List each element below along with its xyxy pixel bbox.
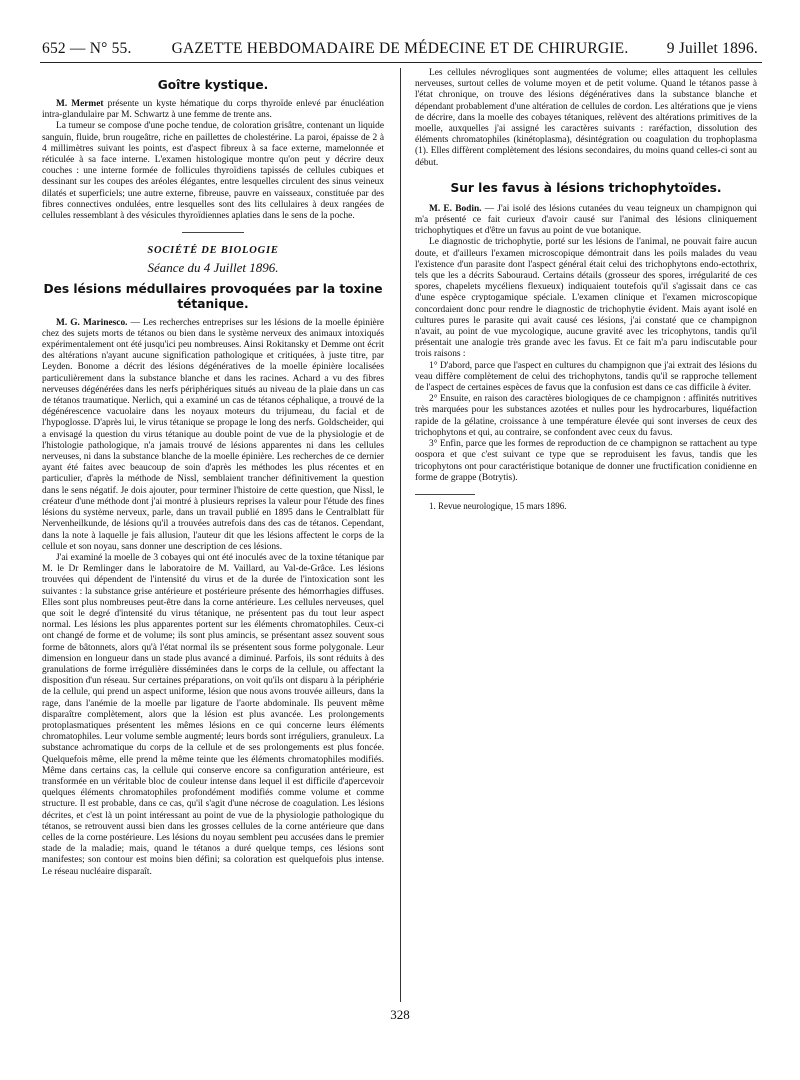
- left-column: [42, 68, 384, 1004]
- page-info: 652 — N° 55.: [42, 40, 132, 57]
- right-column: [415, 68, 757, 1000]
- section-divider: [182, 232, 244, 233]
- article-title-goitre: Goître kystique.: [157, 78, 269, 92]
- paragraph: Le diagnostic de trichophytie, porté sur les lésions de l'animal, ne pouvait faire aucun doute, et d'ailleurs l'examen microscopique démontrait dans les poils malades du veau l'existence d'un parasite dont l'aspect général était celui des trichophytons endo-ectothrix, tels que les a décrits Sabouraud. Certains détails (grosseur des spores, irrégularité de ces spores, chapelets mycéliens flexueux) indiquaient toutefois qu'il s'agissait dans ce cas d'une espèce cryptogamique spéciale. L'examen clinique et l'examen microscopique concordaient donc pour rendre le diagnostic de trichophytie évident. Mais ayant isolé en cultures pures le parasite qui avait causé ces lésions, j'ai constaté que ce champignon n'avait, au point de vue mycologique, aucune gravité avec les tricophytons, tandis qu'il présentait une analogie très grande avec les favus. Et ce fait m'a paru indiscutable pour trois raisons :: [415, 237, 757, 360]
- issue-date: 9 Juillet 1896.: [666, 40, 758, 57]
- reason-item: 2° Ensuite, en raison des caractères biologiques de ce champignon : affinités nutritives très marquées pour les substances azotées et nulles pour les hydrocarbures, liquéfaction rapide de la gélatine, croissance à une température élevée qui sont inverses de ceux des trichophytons et qui, au contraire, se confondent avec ceux du favus.: [415, 394, 757, 438]
- author-name: M. Mermet: [56, 99, 104, 109]
- paragraph: M. E. Bodin. — J'ai isolé des lésions cutanées du veau teigneux un champignon qui m'a présenté ce fait curieux d'avoir causé sur l'animal des lésions cliniquement trichophytiques et d'être un favus au point de vue botanique.: [415, 203, 757, 237]
- paragraph: La tumeur se compose d'une poche tendue, de coloration grisâtre, contenant un liquide sanguin, fluide, brun rougeâtre, riche en paillettes de cholestérine. La paroi, épaisse de 2 à 4 millimètres suivant les points, est d'aspect fibreux à sa face externe, mamelonnée et réticulée à sa face interne. L'examen histologique montre qu'on peut y décrire deux couches : une interne formée de follicules thyroïdiens tapissés de cellules cubiques et dessinant sur les coupes des aréoles élégantes, entre lesquelles circulent des sinus veineux dilatés et superficiels; une autre externe, fibreuse, pauvre en vaisseaux, constituée par des fibres connectives ondulées, entre lesquelles sont des lits cellulaires à deux rangées de cellules ressemblant à des vésicules thyroïdiennes aplaties dans le sens de la poche.: [42, 121, 384, 222]
- page-header: [40, 34, 760, 64]
- footnote: 1. Revue neurologique, 15 mars 1896.: [429, 500, 567, 511]
- header-rule: [40, 62, 762, 63]
- author-name: M. E. Bodin.: [429, 203, 482, 214]
- author-name: M. G. Marinesco.: [56, 317, 128, 328]
- paragraph: Les cellules névrogliques sont augmentées de volume; elles attaquent les cellules nerveuses, surtout celles de volume moyen et de petit volume. Quand le tétanos passe à l'état chronique, on trouve des lésions dégénératives dans la substance blanche et dépendant probablement d'une altération de cellules de cordon. Les altérations que je viens de décrire, dans la moelle des cobayes tétaniques, relèvent des altérations primitives de la moelle, auxquelles j'ai assigné les caractères suivants : raréfaction, dissolution des éléments chromatophiles (kinétoplasma), désintégration ou coagulation du trophoplasma (1). Elles diffèrent complètement des lésions secondaires, du moins quand celles-ci sont au début.: [415, 68, 757, 168]
- article-title-favus: Sur les favus à lésions trichophytoïdes.: [450, 180, 722, 195]
- footnote-rule: [415, 494, 475, 495]
- paragraph: M. G. Marinesco. — Les recherches entreprises sur les lésions de la moelle épinière chez des sujets morts de tétanos ou bien dans le système nerveux des animaux intoxiqués expérimentalement ont été jusqu'ici peu nombreuses. Ainsi Rokitansky et Demme ont écrit des altérations n'ayant aucune signification pathologique et critiquées, à juste titre, par Leyden. Bonome a décrit des lésions dégénératives de la moelle épinière localisées particulièrement dans la substance blanche et dans les racines. Achard a vu des fibres nerveuses dégénérées dans les nerfs périphériques situés au niveau de la plaie dans un cas de tétanos traumatique. Nerlich, qui a examiné un cas de tétanos céphalique, a trouvé de la dégénérescence vacuolaire dans les noyaux moteurs du trijumeau, du facial et de l'hypoglosse. D'après lui, le virus tétanique se propage le long des nerfs. Goldscheider, qui a envisagé la question du virus tétanique au double point de vue de la physiologie et de l'histologie pathologique, n'a jamais trouvé de lésions apparentes ni dans les cellules nerveuses, ni dans la substance blanche de la moelle épinière. Les recherches de ce dernier ayant été faites avec beaucoup de soin d'après les méthodes les plus récentes et en particulier, d'après la méthode de Nissl, semblaient trancher définitivement la question dans le sens négatif. Je dois ajouter, pour terminer l'histoire de cette question, que Nissl, le créateur d'une méthode dont j'ai montré à plusieurs reprises la valeur pour l'étude des fines lésions du système nerveux, parle, dans un travail publié en 1895 dans le Centralblatt für Nervenheilkunde, de lésions qu'il a trouvées autrefois dans des cas de tétanos. Cependant, dans la note à laquelle je fais allusion, l'auteur dit que les lésions affectent le corps de la cellule et son noyau, sans donner une description de ces lésions.: [42, 317, 384, 552]
- column-rule: [400, 68, 401, 1002]
- page-number: 328: [390, 1007, 410, 1022]
- journal-title: GAZETTE HEBDOMADAIRE DE MÉDECINE ET DE CHIRURGIE.: [171, 40, 629, 57]
- paragraph: M. Mermet présente un kyste hématique du corps thyroïde enlevé par énucléation intra-glandulaire par M. Schwartz à une femme de trente ans.: [42, 99, 384, 121]
- paragraph-continued: J'ai examiné la moelle de 3 cobayes qui ont été inoculés avec de la toxine tétanique par M. le Dr Remlinger dans le laboratoire de M. Vaillard, au Val-de-Grâce. Les lésions trouvées qui dépendent de l'intensité du virus et de la durée de l'intoxication sont les suivantes : la substance grise antérieure et postérieure présente des hémorrhagies diffuses. Elles sont plus nombreuses peut-être dans la corne antérieure. Les cellules nerveuses, quel que soit le degré d'intensité du virus tétanique, ne présentent pas du tout leur aspect normal. Les lésions les plus apparentes portent sur les éléments chromatophiles. Ceux-ci ont changé de forme et de volume; ils sont plus amincis, se présentant assez souvent sous forme de bâtonnets, alors qu'à l'état normal ils se présentent sous forme polygonale. Leur dimension en longueur dans un stade plus avancé a diminué. Parfois, ils sont réduits à des granulations de forme irrégulière disséminées dans le corps de la cellule, ou affectant la disposition d'un réseau. Sur certaines préparations, on voit qu'ils ont disparu à la périphérie de la cellule, qui prend un aspect uniforme, lésion que nous avons trouvée ailleurs, dans la rage, dans l'anémie de la moelle par ligature de l'aorte abdominale. Ils peuvent même disparaître complètement, alors que la lésion est plus avancée. Les prolongements protoplasmatiques présentent les mêmes lésions en ce qui concerne leurs éléments chromatophiles. Leur volume semble augmenté; leurs bords sont irréguliers, granuleux. La substance achromatique du corps de la cellule et de ses prolongements est plus foncée. Quelquefois même, elle prend la même teinte que les éléments chromatophiles modifiés. Même dans certains cas, la cellule qui conserve encore sa configuration antérieure, est transformée en un véritable bloc de couleur intense dans lequel il est difficile d'apercevoir quelques éléments chromatophiles profondément modifiés comme volume et comme structure. Il est probable, dans ce cas, qu'il s'agit d'une nécrose de coagulation. Les lésions décrites, et c'est là un point intéressant au point de vue de la physiologie pathologique du tétanos, se retrouvent aussi bien dans les grosses cellules de la corne antérieure que dans celles de la corne postérieure. Les lésions du noyau semblent peu accusées dans le premier stade de la maladie; mais, quand le tétanos a duré quelque temps, ces lésions sont manifestes; son contour est moins bien défini; sa coloration est quelquefois plus intense. Le réseau nucléaire disparaît.: [42, 552, 384, 877]
- society-heading: SOCIÉTÉ DE BIOLOGIE: [147, 245, 279, 257]
- article-title-tetanos: Des lésions médullaires provoquées par la toxine tétanique.: [43, 281, 383, 311]
- seance-date: Séance du 4 Juillet 1896.: [147, 260, 279, 276]
- reason-item: 1° D'abord, parce que l'aspect en cultures du champignon que j'ai extrait des lésions du veau diffère complètement de celui des trichophytons, tandis qu'il se rapproche tellement de l'aspect de certaines espèces de favus que la confusion est dans ce cas difficile à éviter.: [415, 360, 757, 394]
- reason-item: 3° Enfin, parce que les formes de reproduction de ce champignon se rattachent au type oospora et que c'est suivant ce type que se reproduisent les favus, tandis que les tricophytons ont pour caractéristique botanique de donner une fructification conidienne en forme de grappe (Botrytis).: [415, 439, 757, 483]
